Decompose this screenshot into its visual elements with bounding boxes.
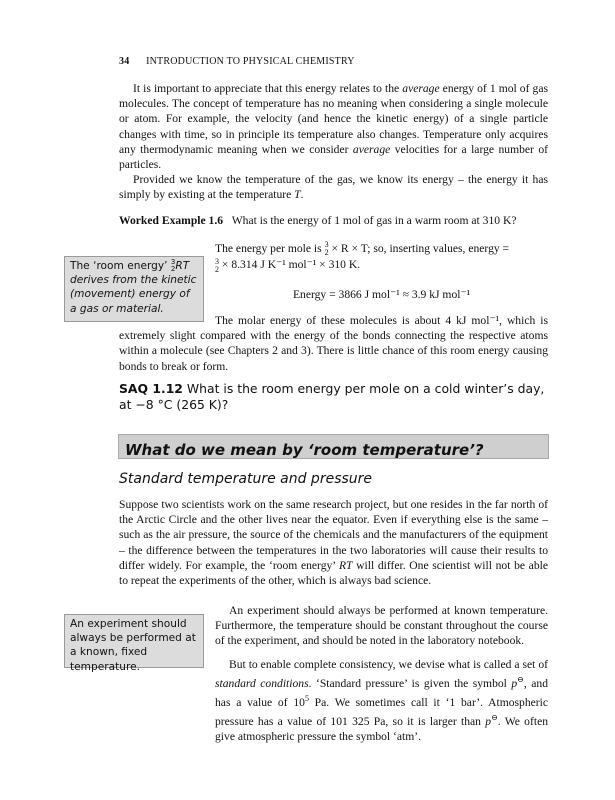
subsection-heading: Standard temperature and pressure	[119, 471, 373, 487]
running-title: INTRODUCTION TO PHYSICAL CHEMISTRY	[146, 56, 355, 67]
paragraph-2: Provided we know the temperature of the gas, we know its energy – the energy it has simply by existing at the temperature T.	[119, 173, 548, 202]
paragraph-5: But to enable complete consistency, we devise what is called a set of standard conditions. ‘Standard pressure’ is given the symbol p⊖, and has a value of $10^5$ Pa. We sometimes call it ‘1 bar’. Atmospheric pressure has a value of 101 325 Pa, so it is larger than p⊖. We often give atmospheric pressure the symbol ‘atm’.	[215, 658, 549, 744]
paragraph-4: An experiment should always be performed at known temperature. Furthermore, the temperature should be constant throughout the course of the experiment, and should be noted in the laboratory notebook.	[215, 604, 548, 648]
worked-example-label: Worked Example 1.6	[119, 214, 224, 227]
worked-example-title	[119, 213, 548, 228]
saq-1-12	[119, 381, 548, 413]
paragraph-3: Suppose two scientists work on the same research project, but one resides in the far north of the Arctic Circle and the other lives near the equator. Even if everything else is the same – such as the air pressure, the source of the chemicals and the manufacturers of the equipment – the difference between the temperatures in the two laboratories will cause their results to differ widely. For example, the ‘room energy’ RT will differ. One scientist will not be able to repeat the experiments of the other, which is always bad science.	[119, 498, 548, 588]
running-header	[119, 56, 355, 67]
page-number: 34	[119, 56, 130, 67]
paragraph-1: It is important to appreciate that this energy relates to the average energy of 1 mol of gas molecules. The concept of temperature has no meaning when considering a single molecule or atom. For example, the velocity (and hence the kinetic energy) of a single particle changes with time, so in principle its temperature also changes. Temperature only acquires any thermodynamic meaning when we consider average velocities for a large number of particles.	[119, 82, 548, 172]
margin-note-fixed-temperature: An experiment should always be performed at a known, fixed temperature.	[64, 614, 204, 668]
worked-example-body: The energy per mole is 3 2 × R × T; so, inserting values, energy = 3 2 × 8.314 J K⁻¹ mol⁻¹ × 310 K.	[215, 240, 510, 274]
margin-note-room-energy: The ‘room energy’ 3 2RT derives from the kinetic (movement) energy of a gas or material.	[64, 256, 204, 322]
saq-text: What is the room energy per mole on a cold winter’s day, at −8 °C (265 K)?	[119, 381, 545, 412]
section-heading: What do we mean by ‘room temperature’?	[118, 434, 549, 459]
worked-example-question: What is the energy of 1 mol of gas in a warm room at 310 K?	[231, 214, 517, 227]
worked-example-conclusion: The molar energy of these molecules is about 4 kJ mol⁻¹, which is extremely slight compared with the energy of the bonds connecting the respective atoms within a molecule (see Chapters 2 and 3). There is little chance of this room energy causing bonds to break or form.	[119, 314, 548, 373]
saq-label: SAQ 1.12	[119, 381, 183, 396]
energy-equation: Energy = 3866 J mol⁻¹ ≈ 3.9 kJ mol⁻¹	[292, 288, 471, 301]
